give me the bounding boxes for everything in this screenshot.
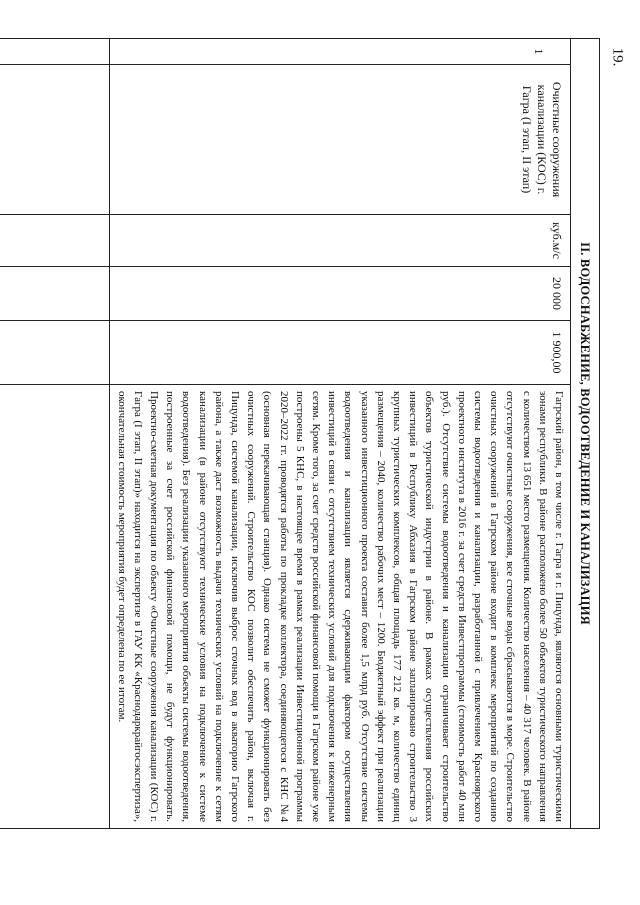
capacity-value: 20 000 [110, 267, 571, 321]
unit-of-measure: куб.м/с [110, 215, 571, 267]
justification-text: Гагрский район, в том числе г. Гагра и г. Пицунда, являются основными туристическими зонами республики. В районе расположено более 50 объектов туристического направления с количеством 13 651 место размещения. Количество населения – 40 317 человек. В районе отсутствуют очистные сооружения, все сточные воды сбрасываются в море. Строительство очистных сооружений в Гагрском районе входит в комплекс мероприятий по созданию системы водоотведения и канализации, разработанной с привлечением Красноярского проектного института в 2016 г. за счет средств Инвестпрограммы (стоимость работ 40 млн руб.). Отсутствие системы водоотведения и канализации ограничивает строительство объектов туристической индустрии в районе. В рамках осуществления российских инвестиций в Республику Абхазия в Гагрском районе запланировано строительство 3 крупных туристических комплексов, общая площадь 177 212 кв. м, количество единиц размещения – 2040, количество рабочих мест – 1200. Бюджетный эффект при реализации указанного инвестиционного проекта составит более 1,5 млрд руб. Отсутствие системы водоотведения и канализации является сдерживающим фактором осуществления инвестиций в связи с отсутствием технических условий для подключения к инженерным сетям. Кроме того, за счет средств российской финансовой помощи в Гагрском районе уже построены 5 КНС, в настоящее время в рамках реализации Инвестиционной программы 2020–2022 гг. проводятся работы по прокладке коллектора, соединяющегося с КНС №4 (основная перекачивающая станция). Однако система не сможет функционировать без очистных сооружений. Строительство КОС позволит обеспечить район, включая г. Пицунда, системой канализации, исключив выброс сточных вод в акваторию Гагрского района, а также даст возможность выдачи технических условий на подключение к сетям канализации (в районе отсутствуют технические условия на подключение к системе водоотведения). Без реализации указанного мероприятия объекты системы водоотведения, построенные за счет российской финансовой помощи, не будут функционировать. Проектно-сметная документация по объекту «Очистные сооружения канализации (КОС) г. Гагра (I этап, II этап)» находится на экспертизе в ГАУ КК «Краснодаркрайгосэкспертиза», окончательная стоимость мероприятия будет определена по ее итогам. [110, 385, 571, 829]
table-row [110, 39, 571, 829]
empty-cell [0, 385, 110, 829]
row-number: 1 [110, 39, 571, 65]
rotated-table-container [55, 38, 600, 828]
facility-name: Очистные сооружения канализации (КОС) г. Гагра (I этап, II этап) [110, 65, 571, 215]
cost-value: 1 900,00 [110, 321, 571, 385]
investment-table [0, 38, 600, 829]
empty-cell [0, 65, 110, 215]
section-header-row [571, 39, 600, 829]
empty-cell [0, 267, 110, 321]
page-number: 19. [609, 47, 626, 67]
empty-cell [0, 321, 110, 385]
empty-cell [0, 215, 110, 267]
empty-cell [0, 39, 110, 65]
table-row-empty [0, 39, 110, 829]
section-title: II. ВОДОСНАБЖЕНИЕ, ВОДООТВЕДЕНИЕ И КАНАЛИЗАЦИЯ [571, 39, 600, 829]
